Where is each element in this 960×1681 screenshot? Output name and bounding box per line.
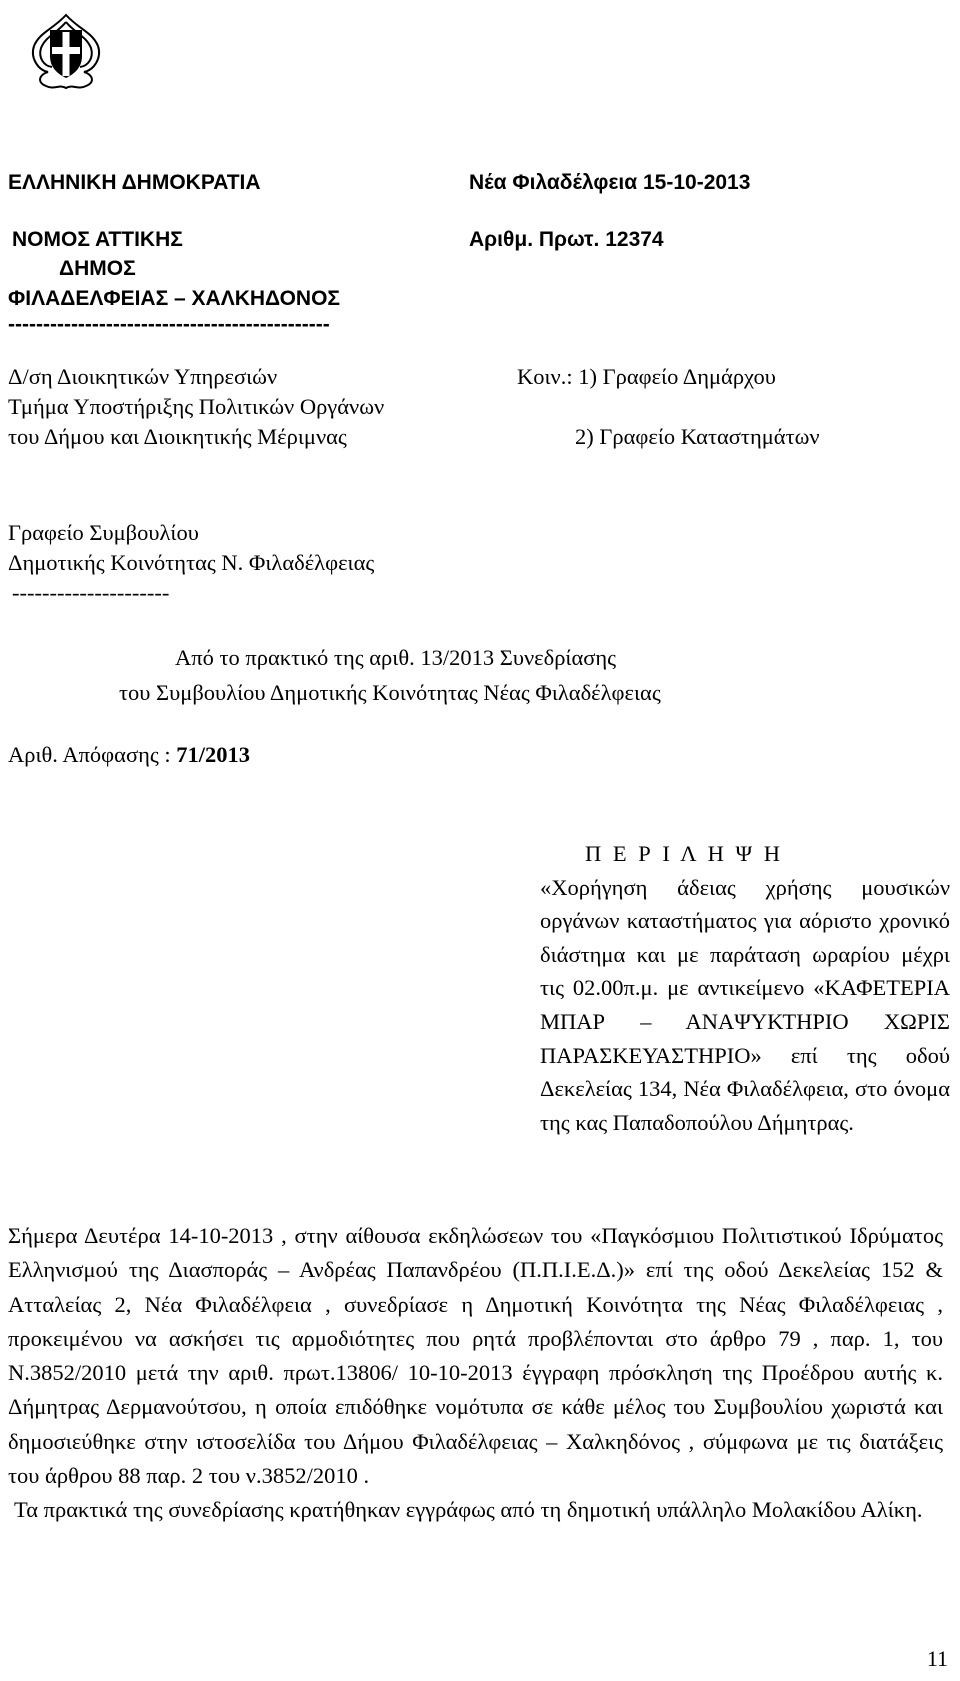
office-divider: --------------------- [12, 580, 170, 605]
body-paragraph-1: Σήμερα Δευτέρα 14-10-2013 , στην αίθουσα εκδηλώσεων του «Παγκόσμιου Πολιτιστικού Ιδρύματος Ελληνισμού της Διασποράς – Ανδρέας Παπανδρέου (Π.Π.Ι.Ε.Δ.)» επί της οδού Δεκελείας 152 & Ατταλείας 2, Νέα Φιλαδέλφεια , συνεδρίασε η Δημοτική Κοινότητα της Νέας Φιλαδέλφειας , προκειμένου να ασκήσει τις αρμοδιότητες που ρητά προβλέπονται στο άρθρο 79 , παρ. 1, του Ν.3852/2010 μετά την αριθ. πρωτ.13806/ 10-10-2013 έγγραφη πρόσκληση της Προέδρου αυτής κ. Δήμητρας Δερμανούτσου, η οποία επιδόθηκε νομότυπα σε κάθε μέλος του Συμβουλίου χωριστά και δημοσιεύθηκε στην ιστοσελίδα του Δήμου Φιλαδέλφειας – Χαλκηδόνος , σύμφωνα με τις διατάξεις του άρθρου 88 παρ. 2 του ν.3852/2010 . [8, 1223, 943, 1489]
summary-block [540, 837, 950, 1139]
header-divider: ---------------------------------------------- [8, 313, 330, 336]
prefecture-heading: ΝΟΜΟΣ ΑΤΤΙΚΗΣ [12, 228, 183, 251]
decision-number-line [8, 740, 250, 770]
department-line3: του Δήμου και Διοικητικής Μέριμνας [8, 424, 347, 449]
office-line2: Δημοτικής Κοινότητας Ν. Φιλαδέλφειας [8, 550, 375, 575]
body-text [8, 1219, 943, 1528]
department-line1: Δ/ση Διοικητικών Υπηρεσιών [8, 364, 278, 389]
minutes-line1: Από το πρακτικό της αριθ. 13/2013 Συνεδρίασης [175, 645, 617, 670]
greek-coat-of-arms-emblem [26, 12, 106, 92]
municipality-heading-line1: ΔΗΜΟΣ [59, 257, 136, 280]
republic-heading: ΕΛΛΗΝΙΚΗ ΔΗΜΟΚΡΑΤΙΑ [8, 171, 261, 194]
protocol-number: Αριθμ. Πρωτ. 12374 [469, 228, 664, 251]
body-paragraph-2: Τα πρακτικά της συνεδρίασης κρατήθηκαν εγγράφως από τη δημοτική υπάλληλο Μολακίδου Αλίκη. [14, 1497, 923, 1523]
municipality-heading-line2: ΦΙΛΑΔΕΛΦΕΙΑΣ – ΧΑΛΚΗΔΟΝΟΣ [8, 287, 341, 310]
distribution-line1: Κοιν.: 1) Γραφείο Δημάρχου [517, 364, 776, 389]
decision-number: 71/2013 [176, 742, 251, 767]
summary-title: Π Ε Ρ Ι Λ Η Ψ Η [585, 841, 783, 866]
distribution-line2: 2) Γραφείο Καταστημάτων [575, 424, 820, 449]
office-line1: Γραφείο Συμβουλίου [8, 520, 199, 545]
place-date: Νέα Φιλαδέλφεια 15-10-2013 [469, 171, 751, 194]
summary-text: «Χορήγηση άδειας χρήσης μουσικών οργάνων καταστήματος για αόριστο χρονικό διάστημα και με παράταση ωραρίου μέχρι τις 02.00π.μ. με αντικείμενο «ΚΑΦΕΤΕΡΙΑ ΜΠΑΡ – ΑΝΑΨΥΚΤΗΡΙΟ ΧΩΡΙΣ ΠΑΡΑΣΚΕΥΑΣΤΗΡΙΟ» επί της οδού Δεκελείας 134, Νέα Φιλαδέλφεια, στο όνομα της κας Παπαδοπούλου Δήμητρας. [540, 874, 950, 1135]
page-number: 11 [926, 1646, 948, 1671]
department-line2: Τμήμα Υποστήριξης Πολιτικών Οργάνων [8, 394, 385, 419]
minutes-line2: του Συμβουλίου Δημοτικής Κοινότητας Νέας Φιλαδέλφειας [119, 680, 661, 705]
decision-label: Αριθ. Απόφασης : [8, 742, 177, 767]
